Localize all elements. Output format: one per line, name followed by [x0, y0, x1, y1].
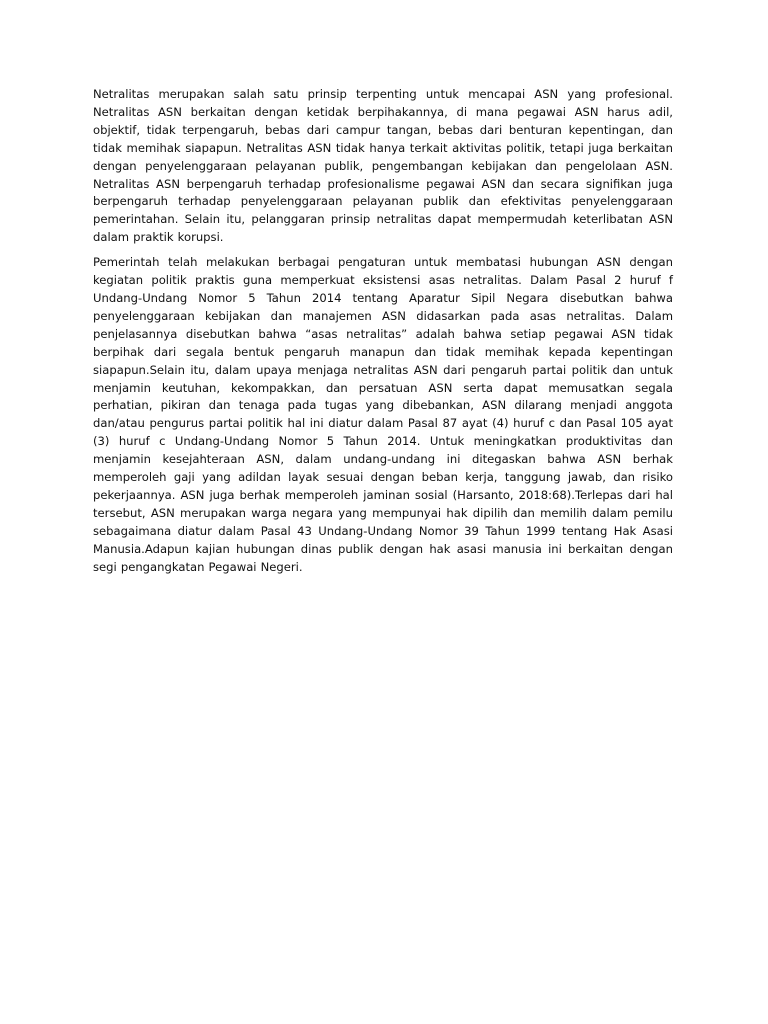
document-body	[93, 86, 673, 576]
paragraph: Netralitas merupakan salah satu prinsip terpenting untuk mencapai ASN yang profesional. Netralitas ASN berkaitan dengan ketidak berpihakannya, di mana pegawai ASN harus adil, objektif, tidak terpengaruh, bebas dari campur tangan, bebas dari benturan kepentingan, dan tidak memihak siapapun. Netralitas ASN tidak hanya terkait aktivitas politik, tetapi juga berkaitan dengan penyelenggaraan pelayanan publik, pengembangan kebijakan dan pengelolaan ASN. Netralitas ASN berpengaruh terhadap profesionalisme pegawai ASN dan secara signifikan juga berpengaruh terhadap penyelenggaraan pelayanan publik dan efektivitas penyelenggaraan pemerintahan. Selain itu, pelanggaran prinsip netralitas dapat mempermudah keterlibatan ASN dalam praktik korupsi.	[93, 87, 673, 245]
paragraph: Pemerintah telah melakukan berbagai pengaturan untuk membatasi hubungan ASN dengan kegiatan politik praktis guna memperkuat eksistensi asas netralitas. Dalam Pasal 2 huruf f Undang-Undang Nomor 5 Tahun 2014 tentang Aparatur Sipil Negara disebutkan bahwa penyelenggaraan kebijakan dan manajemen ASN didasarkan pada asas netralitas. Dalam penjelasannya disebutkan bahwa “asas netralitas” adalah bahwa setiap pegawai ASN tidak berpihak dari segala bentuk pengaruh manapun dan tidak memihak kepada kepentingan siapapun.Selain itu, dalam upaya menjaga netralitas ASN dari pengaruh partai politik dan untuk menjamin keutuhan, kekompakkan, dan persatuan ASN serta dapat memusatkan segala perhatian, pikiran dan tenaga pada tugas yang dibebankan, ASN dilarang menjadi anggota dan/atau pengurus partai politik hal ini diatur dalam Pasal 87 ayat (4) huruf c dan Pasal 105 ayat (3) huruf c Undang-Undang Nomor 5 Tahun 2014. Untuk meningkatkan produktivitas dan menjamin kesejahteraan ASN, dalam undang-undang ini ditegaskan bahwa ASN berhak memperoleh gaji yang adildan layak sesuai dengan beban kerja, tanggung jawab, dan risiko pekerjaannya. ASN juga berhak memperoleh jaminan sosial (Harsanto, 2018:68).Terlepas dari hal tersebut, ASN merupakan warga negara yang mempunyai hak dipilih dan memilih dalam pemilu sebagaimana diatur dalam Pasal 43 Undang-Undang Nomor 39 Tahun 1999 tentang Hak Asasi Manusia.Adapun kajian hubungan dinas publik dengan hak asasi manusia ini berkaitan dengan segi pengangkatan Pegawai Negeri.	[93, 255, 673, 574]
